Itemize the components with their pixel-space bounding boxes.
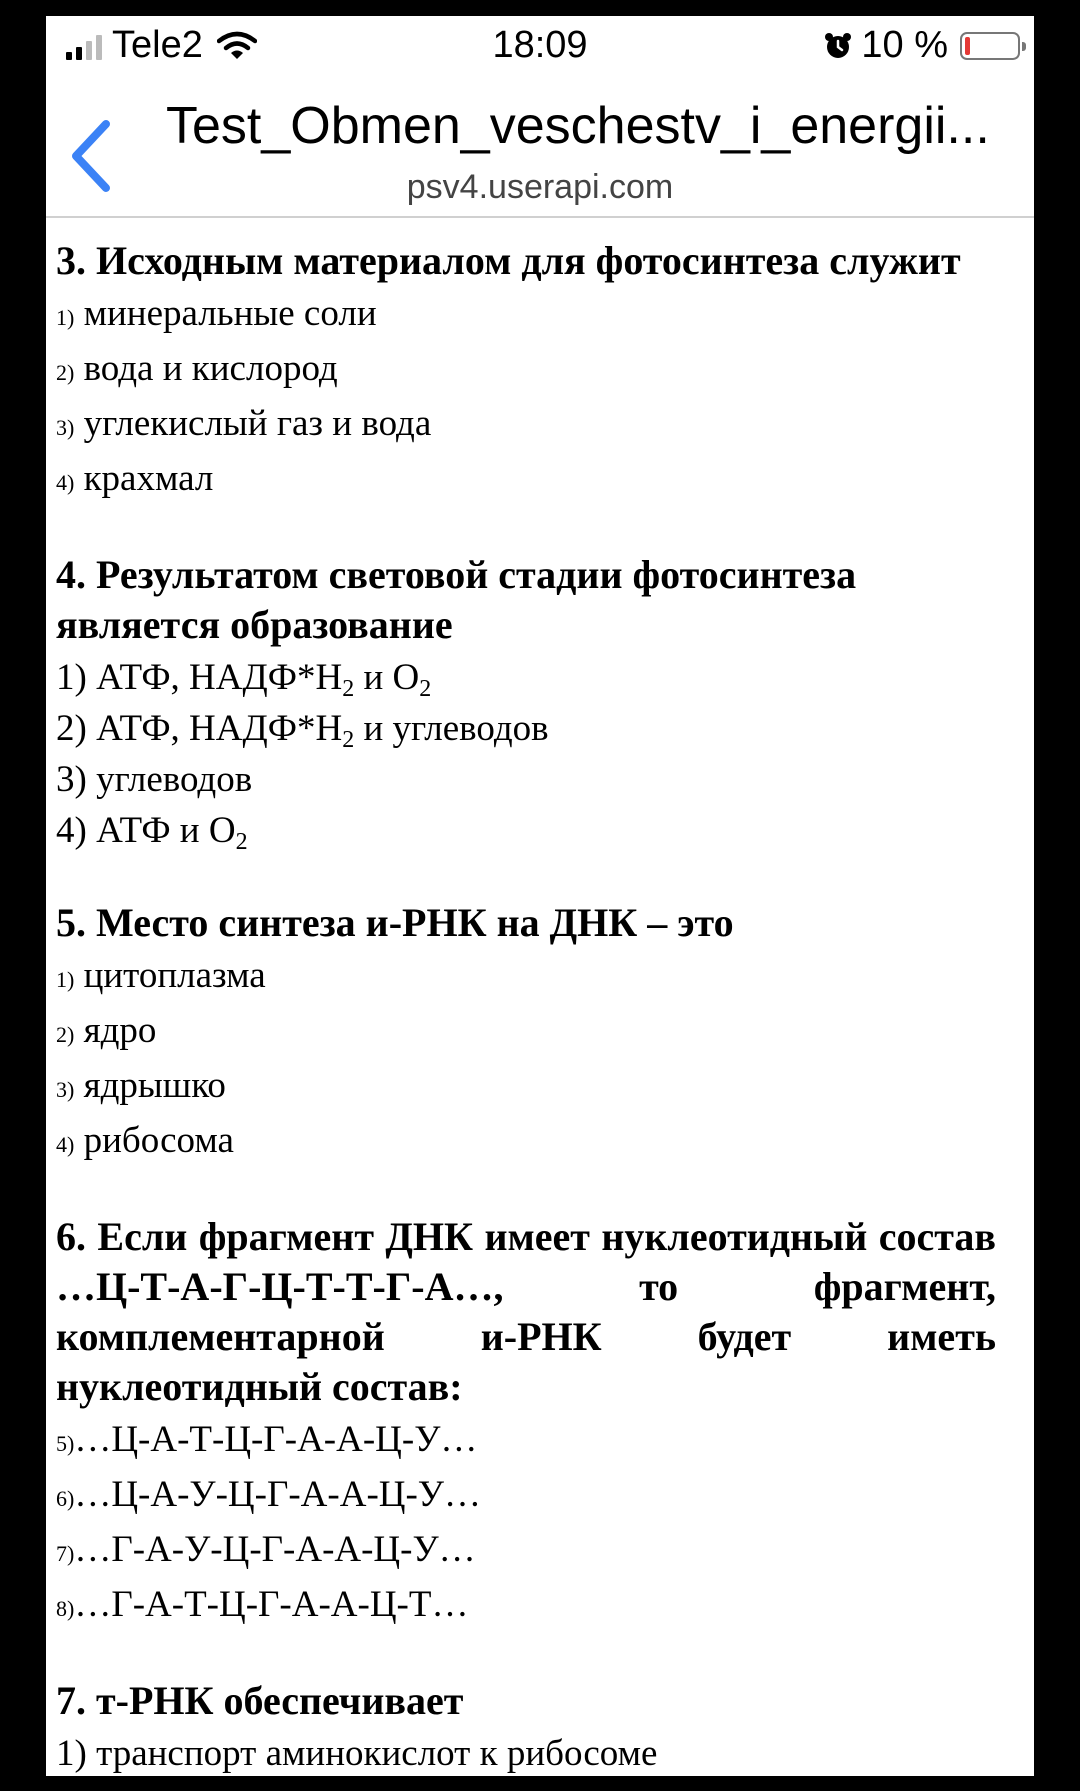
carrier-name: Tele2 bbox=[112, 24, 203, 66]
answer-option: 1) АТФ, $НАДФ*Н_2$ и $О_2$ bbox=[56, 657, 432, 702]
question-3 bbox=[56, 236, 996, 508]
answer-option: 4) рибосома bbox=[56, 1120, 234, 1161]
answer-option: 4) крахмал bbox=[56, 458, 214, 499]
question-6 bbox=[56, 1212, 996, 1634]
question-title: 7. т-РНК обеспечивает bbox=[56, 1678, 464, 1723]
question-5 bbox=[56, 898, 996, 1170]
answer-option: 3) углеводов bbox=[56, 759, 253, 800]
answer-option: 3) ядрышко bbox=[56, 1065, 226, 1106]
answer-option: 1) цитоплазма bbox=[56, 955, 266, 996]
phone-screen bbox=[46, 16, 1034, 1776]
status-bar bbox=[46, 16, 1034, 88]
battery-fill bbox=[965, 37, 970, 55]
question-4 bbox=[56, 550, 996, 856]
document-content bbox=[46, 236, 996, 1776]
answer-option: 6)…Ц-А-У-Ц-Г-А-А-Ц-У… bbox=[56, 1474, 482, 1515]
answer-option: 3) углекислый газ и вода bbox=[56, 403, 432, 444]
status-time: 18:09 bbox=[492, 24, 588, 66]
question-title: 4. Результатом световой стадии фотосинтеза является образование bbox=[56, 552, 857, 647]
navigation-bar bbox=[46, 88, 1034, 218]
question-7 bbox=[56, 1676, 996, 1776]
question-title: 3. Исходным материалом для фотосинтеза служит bbox=[56, 238, 961, 283]
answer-option: 7)…Г-А-У-Ц-Г-А-А-Ц-У… bbox=[56, 1529, 476, 1570]
question-title: 6. Если фрагмент ДНК имеет нуклеотидный состав …Ц-Т-А-Г-Ц-Т-Т-Г-А…, то фрагмент, комплементарной и-РНК будет иметь нуклеотидный состав: bbox=[56, 1214, 996, 1409]
status-right bbox=[823, 24, 1020, 67]
answer-option: 1) минеральные соли bbox=[56, 293, 377, 334]
answer-option: 8)…Г-А-Т-Ц-Г-А-А-Ц-Т… bbox=[56, 1584, 469, 1625]
alarm-icon bbox=[823, 31, 853, 61]
answer-option: 1) транспорт аминокислот к рибосоме bbox=[56, 1733, 658, 1774]
answer-option: 4) АТФ и $О_2$ bbox=[56, 810, 248, 855]
answer-option: 2) ядро bbox=[56, 1010, 157, 1051]
battery-percent: 10 % bbox=[861, 24, 948, 66]
answer-option: 5)…Ц-А-Т-Ц-Г-А-А-Ц-У… bbox=[56, 1419, 478, 1460]
answer-option: 2) АТФ, $НАДФ*Н_2$ и углеводов bbox=[56, 708, 549, 753]
battery-icon bbox=[960, 32, 1020, 60]
document-source: psv4.userapi.com bbox=[406, 168, 674, 206]
answer-option: 2) вода и кислород bbox=[56, 348, 338, 389]
document-title: Test_Obmen_veschestv_i_energii... bbox=[166, 97, 990, 155]
question-title: 5. Место синтеза и-РНК на ДНК – это bbox=[56, 900, 734, 945]
